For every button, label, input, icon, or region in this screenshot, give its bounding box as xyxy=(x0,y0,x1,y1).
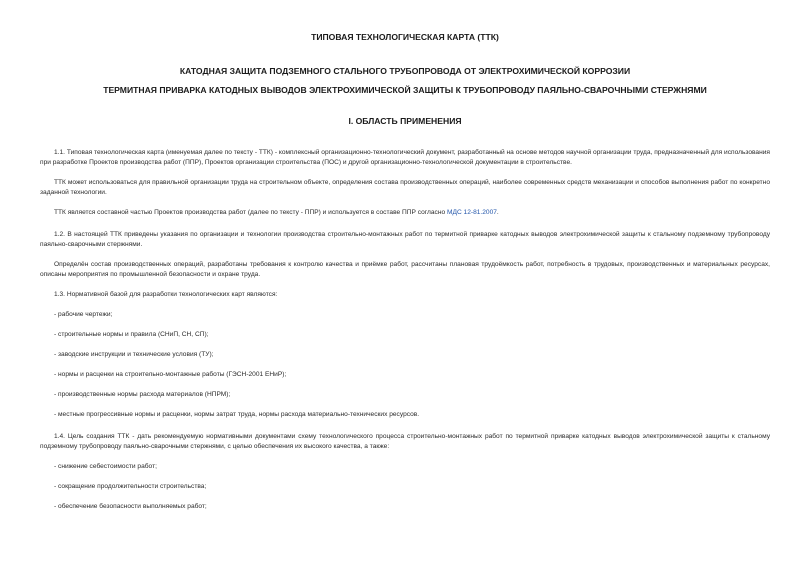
paragraph-1-1: 1.1. Типовая технологическая карта (именуемая далее по тексту - ТТК) - комплексный организационно-технологический документ, разработанный на основе методов научной организации труда, предназначенный для использования при разработке Проектов производства работ (ППР), Проектов организации строительства (ПОС) и другой организационно-технологической документации в строительстве. xyxy=(40,149,770,166)
paragraph-ttk-ppr-text: ТТК является составной частью Проектов производства работ (далее по тексту - ППР) и используется в составе ППР согласно xyxy=(54,209,447,216)
mds-12-81-2007-link[interactable]: МДС 12-81.2007 xyxy=(446,209,497,216)
list-item-cost-reduction: - снижение себестоимости работ; xyxy=(54,463,157,470)
document-subtitle-welding: ТЕРМИТНАЯ ПРИВАРКА КАТОДНЫХ ВЫВОДОВ ЭЛЕКТРОХИМИЧЕСКОЙ ЗАЩИТЫ К ТРУБОПРОВОДУ ПАЯЛЬНО-СВАРОЧНЫМИ СТЕРЖНЯМИ xyxy=(103,85,707,95)
document-page xyxy=(40,32,770,512)
paragraph-1-2: 1.2. В настоящей ТТК приведены указания по организации и технологии производства строительно-монтажных работ по термитной приварке катодных выводов электрохимической защиты к стальному подземному трубопроводу паяльно-сварочными стержнями. xyxy=(40,231,770,248)
paragraph-1-3: 1.3. Нормативной базой для разработки технологических карт являются: xyxy=(54,291,278,298)
paragraph-1-4: 1.4. Цель создания ТТК - дать рекомендуемую нормативными документами схему технологического процесса строительно-монтажных работ по термитной приварке катодных выводов электрохимической защиты к стальному подземному трубопроводу паяльно-сварочными стержнями, с целью обеспечения их высокого качества, а также: xyxy=(40,433,770,450)
list-item-nprm: - производственные нормы расхода материалов (НПРМ); xyxy=(54,391,231,398)
list-item-snip: - строительные нормы и правила (СНиП, СН, СП); xyxy=(54,331,209,338)
document-title: ТИПОВАЯ ТЕХНОЛОГИЧЕСКАЯ КАРТА (ТТК) xyxy=(311,32,499,42)
list-item-duration-reduction: - сокращение продолжительности строительства; xyxy=(54,483,207,490)
list-item-factory-instructions: - заводские инструкции и технические условия (ТУ); xyxy=(54,351,214,358)
paragraph-operations: Определён состав производственных операций, разработаны требования к контролю качества и приёмке работ, рассчитаны плановая трудоёмкость работ, потребность в трудовых, производственных и материальных ресурсах, описаны мероприятия по промышленной безопасности и охране труда. xyxy=(40,261,770,278)
paragraph-ttk-usage: ТТК может использоваться для правильной организации труда на строительном объекте, определения состава производственных операций, наиболее современных средств механизации и способов выполнения работ по конкретно заданной технологии. xyxy=(40,179,770,196)
paragraph-ttk-ppr xyxy=(40,208,770,218)
list-item-norms-rates: - нормы и расценки на строительно-монтажные работы (ГЭСН-2001 ЕНиР); xyxy=(54,371,287,378)
list-item-drawings: - рабочие чертежи; xyxy=(54,311,113,318)
section-heading-scope: I. ОБЛАСТЬ ПРИМЕНЕНИЯ xyxy=(348,116,462,126)
list-item-local-norms: - местные прогрессивные нормы и расценки, нормы затрат труда, нормы расхода материально-технических ресурсов. xyxy=(54,411,420,418)
document-subtitle-protection: КАТОДНАЯ ЗАЩИТА ПОДЗЕМНОГО СТАЛЬНОГО ТРУБОПРОВОДА ОТ ЭЛЕКТРОХИМИЧЕСКОЙ КОРРОЗИИ xyxy=(179,66,631,76)
paragraph-ttk-ppr-end: . xyxy=(496,209,499,216)
list-item-safety: - обеспечение безопасности выполняемых работ; xyxy=(54,503,207,510)
